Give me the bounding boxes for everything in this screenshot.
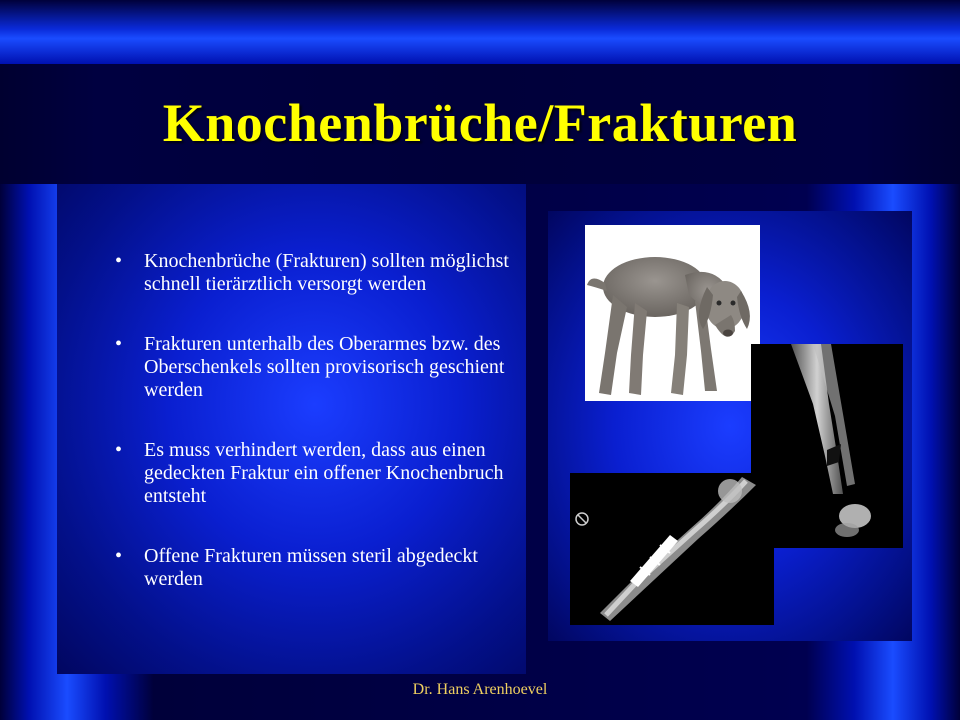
bullet-symbol: • [115, 545, 123, 567]
bullet-text: Es muss verhindert werden, dass aus einen gedeckten Fraktur ein offener Knochenbruch entsteht [144, 439, 504, 507]
bullet-item [110, 333, 510, 402]
bullet-list [110, 250, 510, 628]
bullet-text: Frakturen unterhalb des Oberarmes bzw. des Oberschenkels sollten provisorisch geschient werden [144, 333, 505, 401]
bullet-text: Offene Frakturen müssen steril abgedeckt werden [144, 545, 478, 590]
dog-illustration [585, 225, 760, 401]
xray-image-plate [570, 473, 774, 625]
bullet-text: Knochenbrüche (Frakturen) sollten möglichst schnell tierärztlich versorgt werden [144, 250, 509, 295]
slide-footer: Dr. Hans Arenhoevel [412, 681, 548, 698]
top-gradient-band [0, 0, 960, 64]
bullet-item [110, 250, 510, 296]
bullet-item [110, 545, 510, 591]
bullet-symbol: • [115, 250, 123, 272]
slide-title: Knochenbrüche/Frakturen [162, 93, 798, 153]
dog-photo [585, 225, 760, 401]
bullet-item [110, 439, 510, 508]
bullet-symbol: • [115, 439, 123, 461]
xray-plate-illustration [570, 473, 774, 625]
bullet-symbol: • [115, 333, 123, 355]
